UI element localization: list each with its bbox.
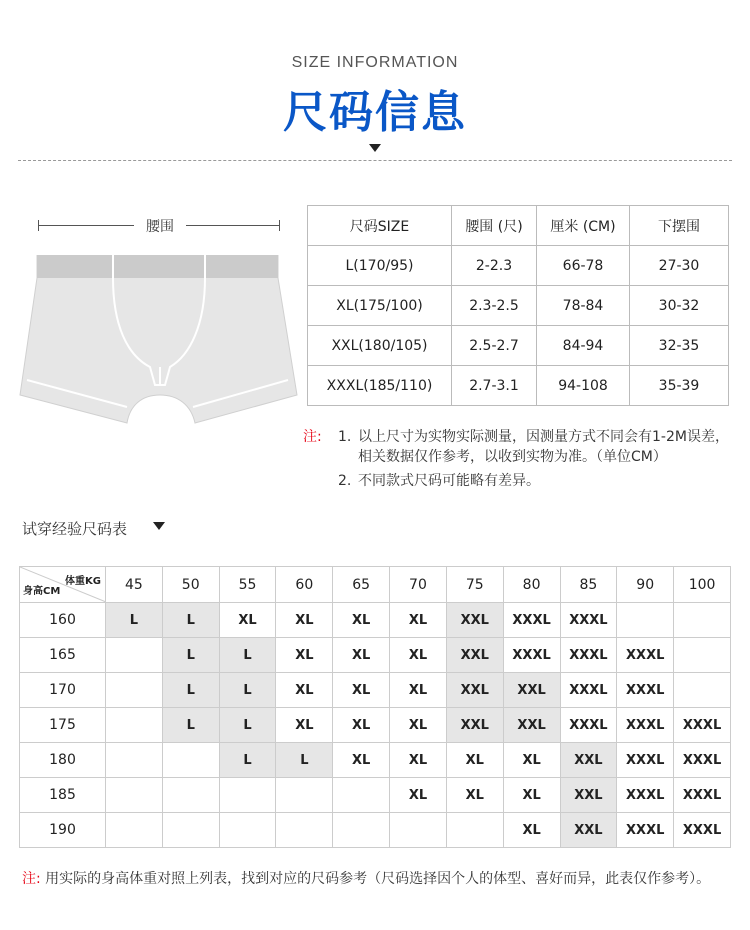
fit-cell: XXL bbox=[560, 813, 617, 848]
size-row bbox=[308, 366, 729, 406]
fit-cell: XL bbox=[219, 603, 276, 638]
size-row bbox=[308, 246, 729, 286]
fit-cell: L bbox=[162, 638, 219, 673]
fit-row bbox=[20, 778, 731, 813]
fit-cell bbox=[219, 778, 276, 813]
fit-cell: XXXL bbox=[674, 778, 731, 813]
fit-cell bbox=[162, 743, 219, 778]
fit-cell: XXXL bbox=[560, 638, 617, 673]
fit-row bbox=[20, 673, 731, 708]
height-cell: 165 bbox=[20, 638, 106, 673]
fit-cell bbox=[617, 603, 674, 638]
size-cell: 2.3-2.5 bbox=[452, 286, 537, 326]
fit-cell bbox=[333, 778, 390, 813]
size-header-cell: 下摆围 bbox=[630, 206, 729, 246]
fit-cell: XL bbox=[503, 778, 560, 813]
down-arrow-icon bbox=[153, 522, 165, 530]
fit-cell: XL bbox=[390, 778, 447, 813]
fit-cell: XL bbox=[446, 778, 503, 813]
weight-header-cell: 60 bbox=[276, 567, 333, 603]
fit-cell bbox=[446, 813, 503, 848]
weight-header-cell: 75 bbox=[446, 567, 503, 603]
weight-header-cell: 100 bbox=[674, 567, 731, 603]
fit-cell: XL bbox=[503, 813, 560, 848]
fit-cell: XL bbox=[390, 743, 447, 778]
weight-header-cell: 80 bbox=[503, 567, 560, 603]
fit-table bbox=[19, 566, 731, 848]
size-cell: 27-30 bbox=[630, 246, 729, 286]
size-cell: XXL(180/105) bbox=[308, 326, 452, 366]
subtitle: SIZE INFORMATION bbox=[291, 54, 459, 71]
height-cell: 170 bbox=[20, 673, 106, 708]
briefs-illustration bbox=[15, 255, 300, 430]
fit-cell bbox=[390, 813, 447, 848]
fit-cell: XXXL bbox=[503, 603, 560, 638]
fit-cell: XXL bbox=[446, 708, 503, 743]
fit-cell: XXXL bbox=[674, 743, 731, 778]
down-arrow-icon bbox=[369, 144, 381, 152]
size-row bbox=[308, 326, 729, 366]
fit-cell: XL bbox=[390, 638, 447, 673]
fit-cell: L bbox=[162, 708, 219, 743]
size-cell: 32-35 bbox=[630, 326, 729, 366]
fit-cell: XXL bbox=[446, 638, 503, 673]
fit-cell: XL bbox=[333, 743, 390, 778]
fit-row bbox=[20, 603, 731, 638]
notes-label: 注: bbox=[303, 429, 322, 445]
fit-cell: L bbox=[162, 673, 219, 708]
size-cell: XL(175/100) bbox=[308, 286, 452, 326]
size-cell: XXXL(185/110) bbox=[308, 366, 452, 406]
height-cell: 180 bbox=[20, 743, 106, 778]
fit-row bbox=[20, 708, 731, 743]
size-cell: 78-84 bbox=[537, 286, 630, 326]
fit-cell: XL bbox=[390, 708, 447, 743]
waist-label: 腰围 bbox=[146, 219, 174, 235]
size-cell: L(170/95) bbox=[308, 246, 452, 286]
fit-cell: XL bbox=[333, 673, 390, 708]
note-item: 1. 以上尺寸为实物实际测量，因测量方式不同会有1-2M误差，相关数据仅作参考，以收到实物为准。（单位CM） bbox=[338, 429, 729, 465]
fit-cell bbox=[276, 778, 333, 813]
bottom-note-label: 注: bbox=[22, 871, 41, 887]
fit-cell: XL bbox=[390, 603, 447, 638]
fit-cell bbox=[674, 638, 731, 673]
fit-cell: XXXL bbox=[674, 708, 731, 743]
size-header-cell: 腰围 (尺) bbox=[452, 206, 537, 246]
size-table bbox=[307, 205, 729, 406]
weight-header-cell: 55 bbox=[219, 567, 276, 603]
fit-cell: XXXL bbox=[560, 673, 617, 708]
fit-cell bbox=[106, 743, 163, 778]
fit-cell bbox=[674, 603, 731, 638]
fit-cell bbox=[162, 778, 219, 813]
fit-cell: XL bbox=[276, 673, 333, 708]
fit-cell: L bbox=[276, 743, 333, 778]
fit-cell: XXXL bbox=[503, 638, 560, 673]
weight-header-cell: 65 bbox=[333, 567, 390, 603]
fit-cell: XL bbox=[276, 708, 333, 743]
size-header-cell: 厘米 (CM) bbox=[537, 206, 630, 246]
bottom-note bbox=[22, 869, 734, 890]
height-axis-label: 身高CM bbox=[23, 586, 61, 597]
size-cell: 2.7-3.1 bbox=[452, 366, 537, 406]
weight-header-cell: 90 bbox=[617, 567, 674, 603]
size-cell: 84-94 bbox=[537, 326, 630, 366]
fit-cell: XL bbox=[446, 743, 503, 778]
size-cell: 66-78 bbox=[537, 246, 630, 286]
size-cell: 94-108 bbox=[537, 366, 630, 406]
height-cell: 185 bbox=[20, 778, 106, 813]
fit-row bbox=[20, 743, 731, 778]
fit-cell: L bbox=[162, 603, 219, 638]
fit-cell: XXXL bbox=[617, 673, 674, 708]
fit-row bbox=[20, 813, 731, 848]
fit-cell: L bbox=[106, 603, 163, 638]
fit-cell bbox=[106, 708, 163, 743]
fit-cell bbox=[219, 813, 276, 848]
fit-cell bbox=[674, 673, 731, 708]
height-cell: 160 bbox=[20, 603, 106, 638]
fit-cell: L bbox=[219, 743, 276, 778]
fit-cell: XXXL bbox=[617, 638, 674, 673]
fit-cell bbox=[106, 778, 163, 813]
weight-header-cell: 50 bbox=[162, 567, 219, 603]
bottom-note-text: 用实际的身高体重对照上列表，找到对应的尺码参考（尺码选择因个人的体型、喜好而异，此表仅作参考）。 bbox=[45, 871, 711, 887]
fit-cell bbox=[333, 813, 390, 848]
fit-cell: XXL bbox=[560, 778, 617, 813]
fit-cell: XXL bbox=[503, 673, 560, 708]
fit-cell: XL bbox=[333, 603, 390, 638]
fit-cell: XL bbox=[390, 673, 447, 708]
fit-row bbox=[20, 638, 731, 673]
size-cell: 35-39 bbox=[630, 366, 729, 406]
note-item: 2. 不同款式尺码可能略有差异。 bbox=[338, 473, 540, 489]
fit-cell bbox=[276, 813, 333, 848]
weight-axis-label: 体重KG bbox=[65, 576, 101, 587]
fit-cell: XXXL bbox=[560, 603, 617, 638]
fit-table-header bbox=[20, 567, 731, 603]
corner-cell bbox=[20, 567, 106, 603]
size-cell: 2.5-2.7 bbox=[452, 326, 537, 366]
size-header-cell: 尺码SIZE bbox=[308, 206, 452, 246]
fit-cell: XXL bbox=[446, 673, 503, 708]
fit-cell: XXL bbox=[446, 603, 503, 638]
fit-cell bbox=[106, 673, 163, 708]
size-row bbox=[308, 286, 729, 326]
fit-cell: L bbox=[219, 673, 276, 708]
fit-cell: L bbox=[219, 708, 276, 743]
page-title: 尺码信息 bbox=[283, 87, 467, 138]
weight-header-cell: 70 bbox=[390, 567, 447, 603]
fit-cell: XXXL bbox=[617, 708, 674, 743]
fit-cell: XXXL bbox=[560, 708, 617, 743]
weight-header-cell: 45 bbox=[106, 567, 163, 603]
fit-cell: XL bbox=[276, 638, 333, 673]
fit-cell: XL bbox=[333, 638, 390, 673]
weight-header-cell: 85 bbox=[560, 567, 617, 603]
fit-cell: XXXL bbox=[617, 778, 674, 813]
size-cell: 2-2.3 bbox=[452, 246, 537, 286]
size-table-header bbox=[308, 206, 729, 246]
fit-section-heading: 试穿经验尺码表 bbox=[22, 520, 128, 538]
fit-cell: XL bbox=[503, 743, 560, 778]
fit-cell: XXXL bbox=[617, 813, 674, 848]
fit-cell: XXXL bbox=[617, 743, 674, 778]
dashed-divider bbox=[18, 160, 732, 161]
fit-cell: XXXL bbox=[674, 813, 731, 848]
waist-measurement bbox=[38, 216, 280, 236]
fit-cell bbox=[106, 813, 163, 848]
fit-cell: XXL bbox=[560, 743, 617, 778]
fit-cell: XXL bbox=[503, 708, 560, 743]
fit-cell bbox=[162, 813, 219, 848]
height-cell: 175 bbox=[20, 708, 106, 743]
fit-cell: L bbox=[219, 638, 276, 673]
height-cell: 190 bbox=[20, 813, 106, 848]
fit-cell: XL bbox=[333, 708, 390, 743]
fit-cell bbox=[106, 638, 163, 673]
fit-cell: XL bbox=[276, 603, 333, 638]
size-cell: 30-32 bbox=[630, 286, 729, 326]
